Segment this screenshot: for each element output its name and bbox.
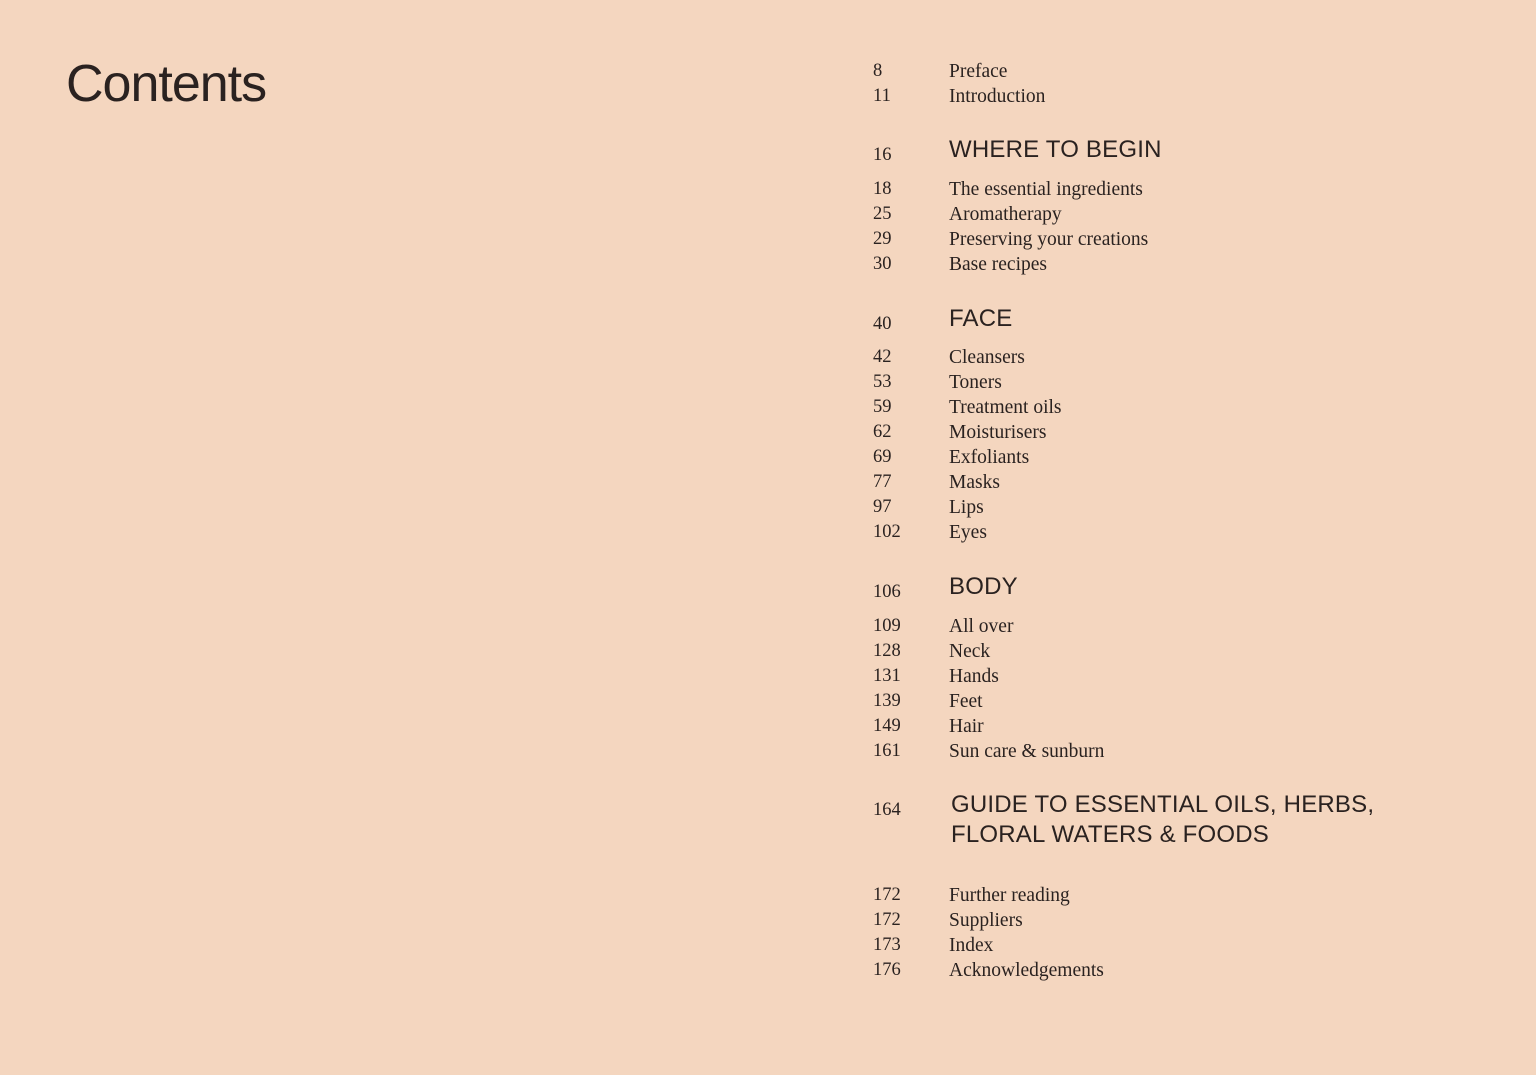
toc-entry-suppliers[interactable] — [873, 908, 1493, 933]
toc-entry-eyes[interactable] — [873, 520, 1493, 545]
toc-page-number: 176 — [873, 960, 901, 980]
toc-page-number: 59 — [873, 397, 892, 417]
page-title: Contents — [66, 55, 267, 113]
toc-entry-label: Further reading — [949, 885, 1070, 906]
toc-entry-moisturisers[interactable] — [873, 420, 1493, 445]
toc-entry-label: Neck — [949, 641, 991, 662]
toc-entry-further-reading[interactable] — [873, 883, 1493, 908]
toc-entry-label: Cleansers — [949, 347, 1025, 368]
table-of-contents — [873, 0, 1493, 1075]
toc-entry-label: Feet — [949, 691, 983, 712]
toc-page-number: 109 — [873, 616, 901, 636]
toc-entry-masks[interactable] — [873, 470, 1493, 495]
toc-page-number: 131 — [873, 666, 901, 686]
toc-entry-label: The essential ingredients — [949, 179, 1143, 200]
toc-entry-hair[interactable] — [873, 714, 1493, 739]
toc-page-number: 30 — [873, 254, 892, 274]
toc-entry-feet[interactable] — [873, 689, 1493, 714]
toc-page-number: 102 — [873, 522, 901, 542]
toc-section-heading: GUIDE TO ESSENTIAL OILS, HERBS, FLORAL WATERS & FOODS — [951, 791, 1375, 848]
toc-page-number: 172 — [873, 885, 901, 905]
toc-entry-treatment-oils[interactable] — [873, 395, 1493, 420]
toc-section-body[interactable] — [873, 573, 1493, 605]
toc-entry-exfoliants[interactable] — [873, 445, 1493, 470]
toc-entry-label: All over — [949, 616, 1014, 637]
toc-entry-label: Lips — [949, 497, 984, 518]
toc-section-heading: BODY — [949, 573, 1018, 600]
toc-page-number: 53 — [873, 372, 892, 392]
toc-page-number: 161 — [873, 741, 901, 761]
toc-entry-index[interactable] — [873, 933, 1493, 958]
toc-entry-label: Suppliers — [949, 910, 1023, 931]
toc-entry-label: Index — [949, 935, 994, 956]
toc-section-heading: FACE — [949, 305, 1013, 332]
toc-entry-aromatherapy[interactable] — [873, 202, 1493, 227]
toc-page-number: 40 — [873, 314, 892, 334]
toc-page-number: 8 — [873, 61, 883, 81]
toc-section-where-to-begin[interactable] — [873, 136, 1493, 168]
toc-entry-label: Preface — [949, 61, 1008, 82]
toc-entry-label: Acknowledgements — [949, 960, 1104, 981]
toc-entry-base-recipes[interactable] — [873, 252, 1493, 277]
toc-entry-lips[interactable] — [873, 495, 1493, 520]
toc-page-number: 173 — [873, 935, 901, 955]
toc-entry-label: Base recipes — [949, 254, 1047, 275]
toc-page-number: 25 — [873, 204, 892, 224]
toc-page-number: 164 — [873, 800, 901, 820]
toc-page-number: 16 — [873, 145, 892, 165]
toc-page-number: 172 — [873, 910, 901, 930]
toc-page-number: 18 — [873, 179, 892, 199]
toc-entry-label: Introduction — [949, 86, 1046, 107]
toc-entry-label: Masks — [949, 472, 1000, 493]
toc-section-heading: WHERE TO BEGIN — [949, 136, 1162, 163]
toc-page-number: 97 — [873, 497, 892, 517]
toc-page-number: 42 — [873, 347, 892, 367]
toc-entry-label: Eyes — [949, 522, 987, 543]
toc-entry-toners[interactable] — [873, 370, 1493, 395]
toc-entry-acknowledgements[interactable] — [873, 958, 1493, 983]
toc-entry-label: Moisturisers — [949, 422, 1047, 443]
toc-entry-label: Toners — [949, 372, 1002, 393]
toc-page-number: 149 — [873, 716, 901, 736]
toc-entry-label: Hair — [949, 716, 984, 737]
toc-page-number: 11 — [873, 86, 891, 106]
toc-entry-essential-ingredients[interactable] — [873, 177, 1493, 202]
toc-entry-label: Sun care & sunburn — [949, 741, 1105, 762]
toc-entry-cleansers[interactable] — [873, 345, 1493, 370]
toc-section-guide[interactable] — [873, 791, 1493, 848]
toc-entry-hands[interactable] — [873, 664, 1493, 689]
toc-entry-all-over[interactable] — [873, 614, 1493, 639]
toc-page-number: 128 — [873, 641, 901, 661]
toc-entry-label: Preserving your creations — [949, 229, 1149, 250]
toc-entry-label: Hands — [949, 666, 999, 687]
toc-entry-label: Treatment oils — [949, 397, 1062, 418]
toc-page-number: 139 — [873, 691, 901, 711]
toc-page-number: 62 — [873, 422, 892, 442]
toc-entry-label: Exfoliants — [949, 447, 1030, 468]
toc-section-face[interactable] — [873, 305, 1493, 337]
toc-entry-neck[interactable] — [873, 639, 1493, 664]
toc-page-number: 77 — [873, 472, 892, 492]
toc-entry-preface[interactable] — [873, 59, 1493, 84]
toc-entry-label: Aromatherapy — [949, 204, 1062, 225]
toc-entry-sun-care[interactable] — [873, 739, 1493, 764]
toc-entry-introduction[interactable] — [873, 84, 1493, 109]
toc-page-number: 106 — [873, 582, 901, 602]
toc-entry-preserving[interactable] — [873, 227, 1493, 252]
toc-page-number: 29 — [873, 229, 892, 249]
toc-page-number: 69 — [873, 447, 892, 467]
